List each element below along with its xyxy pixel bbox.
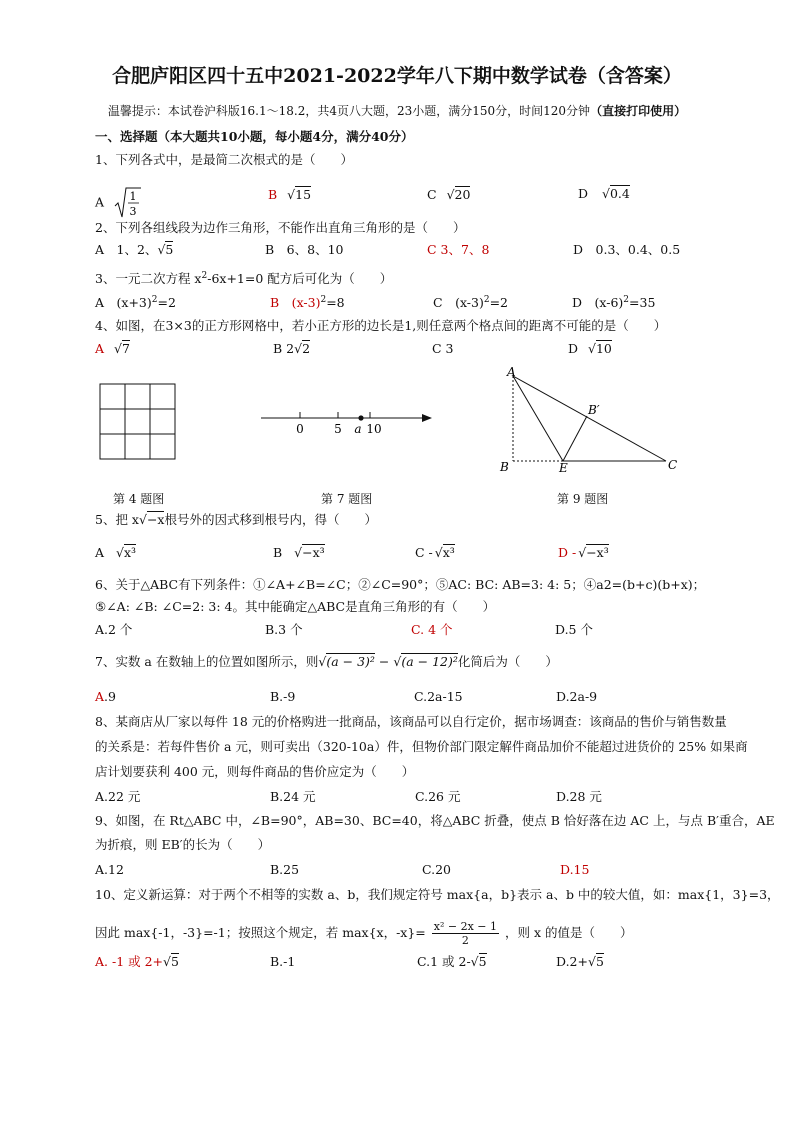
- q3-a-text: A (x+3): [95, 295, 152, 311]
- q4-option-a: A √7: [95, 341, 130, 356]
- q3-option-d: [572, 292, 655, 311]
- q4-d-letter: D: [568, 341, 579, 356]
- q3-a-post: =2: [157, 295, 176, 311]
- figure-caption-9: 第 9 题图: [557, 492, 609, 506]
- q1-a-letter: A: [95, 194, 105, 210]
- q3-b-post: =8: [326, 295, 345, 311]
- q2-stem: 2、下列各组线段为边作三角形，不能作出直角三角形的是（ ）: [95, 220, 466, 235]
- q10-line2-pre: 因此 max{-1，-3}=-1；按照这个规定，若 max{x，-x}=: [95, 925, 426, 940]
- q6-option-c: C. 4 个: [411, 622, 453, 637]
- q7-option-a: A.9: [95, 689, 116, 704]
- q5-option-c: C - √x³: [415, 545, 455, 560]
- q5-a-rad: x³: [123, 545, 137, 560]
- q10-option-c: C.1 或 2-√5: [417, 954, 487, 969]
- q5-c-text: C -: [415, 545, 433, 560]
- q9-option-b: B.25: [270, 862, 300, 877]
- q10-frac-num: x² − 2x − 1: [433, 920, 497, 933]
- q10-c-rad: 5: [478, 954, 487, 969]
- q10-line2-post: ，则 x 的值是（ ）: [504, 925, 633, 940]
- q3-c-text: C (x-3): [433, 295, 484, 311]
- q1-stem: 1、下列各式中，是最简二次根式的是（ ）: [95, 152, 353, 167]
- q1-c-rad: 20: [454, 187, 471, 202]
- q1-a-num: 1: [129, 190, 137, 203]
- number-line-figure: [258, 405, 438, 441]
- q7-stem-pre: 7、实数 a 在数轴上的位置如图所示，则: [95, 654, 319, 669]
- q8-line2: 的关系是：若每件售价 a 元，则可卖出（320-10a）件，但物价部门限定解件商品加价不能超过进货价的 25% 如果商: [95, 739, 748, 754]
- q10-a-rad: 5: [171, 954, 179, 969]
- section-heading: 一、选择题（本大题共10小题，每小题4分，满分40分）: [95, 129, 414, 144]
- q4-d-rad: 10: [595, 341, 612, 356]
- q3-d-text: D (x-6): [572, 295, 624, 311]
- q3-option-b: [270, 292, 345, 311]
- q2-a-rad: 5: [165, 242, 174, 257]
- q10-option-d: D.2+√5: [556, 954, 604, 969]
- tip-line: [0, 102, 794, 119]
- q5-stem: 5、把 x√−x根号外的因式移到根号内，得（ ）: [95, 512, 377, 527]
- q7-rad2: (a − 12)²: [401, 654, 458, 669]
- tri-label-a: A: [507, 365, 516, 379]
- q1-a-den: 3: [129, 205, 137, 218]
- q5-b-rad: −x³: [302, 545, 325, 560]
- q10-line2: [95, 920, 632, 947]
- q6-line1: 6、关于△ABC有下列条件：①∠A+∠B=∠C；②∠C=90°；⑤AC: BC: AB=3: 4: 5；④a2=(b+c)(b+x)；: [95, 577, 706, 592]
- q8-option-a: A.22 元: [95, 789, 141, 804]
- q10-option-b: B.-1: [270, 954, 296, 969]
- q10-fraction: [432, 920, 499, 947]
- q5-b-letter: B: [273, 545, 283, 560]
- q1-option-c: C √20: [427, 187, 471, 202]
- q2-a-text: A 1、2、: [95, 242, 158, 257]
- nl-label-10: 10: [366, 422, 382, 436]
- q10-a-text: A. -1 或 2+: [95, 954, 164, 969]
- q4-a-letter: A: [95, 341, 105, 356]
- q7-rad1: (a − 3)²: [326, 654, 375, 669]
- q2-option-a: A 1、2、√5: [95, 242, 174, 257]
- q9-option-a: A.12: [95, 862, 124, 877]
- nl-label-a: a: [354, 422, 362, 436]
- q7-option-c: C.2a-15: [414, 689, 463, 704]
- q7-minus: −: [378, 654, 390, 669]
- q5-d-text: D -: [558, 545, 577, 560]
- q5-stem-pre: 5、把 x: [95, 512, 139, 527]
- q3-stem: [95, 268, 392, 287]
- q3-c-sup: 2: [483, 295, 490, 305]
- figure-caption-4: 第 4 题图: [113, 492, 165, 506]
- q7-stem-post: 化简后为（ ）: [457, 654, 558, 669]
- q10-frac-den: 2: [461, 934, 469, 947]
- q8-line1: 8、某商店从厂家以每件 18 元的价格购进一批商品，该商品可以自行定价，据市场调查：该商品的售价与销售数量: [95, 714, 727, 729]
- q7-option-d: D.2a-9: [556, 689, 598, 704]
- q1-a-radical: [114, 186, 142, 220]
- tip-text: 温馨提示：本试卷沪科版16.1～18.2，共4页八大题，23小题，满分150分，时间120分钟: [107, 104, 591, 118]
- q1-b-letter: B: [268, 187, 278, 202]
- q4-option-b: B 2√2: [273, 341, 311, 356]
- q2-option-c: C 3、7、8: [427, 242, 490, 257]
- q5-option-d: D - √−x³: [558, 545, 609, 560]
- q7-option-b: B.-9: [270, 689, 296, 704]
- q5-option-a: A √x³: [95, 545, 137, 560]
- q9-option-d: D.15: [560, 862, 590, 877]
- tri-label-b-prime: B′: [588, 403, 600, 417]
- q10-d-text: D.2+: [556, 954, 588, 969]
- q8-line3: 店计划要获利 400 元，则每件商品的售价应定为（ ）: [95, 764, 415, 779]
- q9-line2: 为折痕，则 EB′的长为（ ）: [95, 837, 271, 852]
- q4-b-text: B 2: [273, 341, 295, 356]
- q4-option-d: D √10: [568, 341, 612, 356]
- q6-option-a: A.2 个: [95, 622, 133, 637]
- q3-b-text: B (x-3): [270, 295, 321, 311]
- q3-c-post: =2: [489, 295, 508, 311]
- q5-a-letter: A: [95, 545, 105, 560]
- q4-stem: 4、如图，在3×3的正方形网格中，若小正方形的边长是1,则任意两个格点间的距离不可能的是（ ）: [95, 318, 667, 333]
- tri-label-b: B: [500, 460, 509, 474]
- q8-option-d: D.28 元: [556, 789, 602, 804]
- nl-label-5: 5: [334, 422, 342, 436]
- q10-option-a: A. -1 或 2+√5: [95, 954, 179, 969]
- q10-c-text: C.1 或 2-: [417, 954, 471, 969]
- q3-a-sup: 2: [151, 295, 158, 305]
- q1-d-rad: 0.4: [609, 186, 630, 201]
- q2-option-d: D 0.3、0.4、0.5: [573, 242, 681, 257]
- q6-option-b: B.3 个: [265, 622, 303, 637]
- q1-option-a: [95, 186, 142, 220]
- q3-option-a: [95, 292, 176, 311]
- q6-option-d: D.5 个: [555, 622, 593, 637]
- nl-label-0: 0: [296, 422, 304, 436]
- q4-a-rad: 7: [121, 341, 130, 356]
- q4-option-c: C 3: [432, 341, 454, 356]
- q8-option-c: C.26 元: [415, 789, 461, 804]
- grid-figure: [98, 382, 178, 462]
- q3-d-sup: 2: [623, 295, 630, 305]
- q4-b-rad: 2: [302, 341, 311, 356]
- q7-stem: 7、实数 a 在数轴上的位置如图所示，则√(a − 3)² − √(a − 12)²化简后为（ ）: [95, 654, 558, 669]
- q3-option-c: [433, 292, 508, 311]
- q10-line1: 10、定义新运算：对于两个不相等的实数 a、b，我们规定符号 max{a，b}表示 a、b 中的较大值，如：max{1，3}=3，: [95, 887, 780, 902]
- q5-c-rad: x³: [442, 545, 455, 560]
- q5-d-rad: −x³: [586, 545, 609, 560]
- q9-line1: 9、如图，在 Rt△ABC 中，∠B=90°，AB=30、BC=40，将△ABC 折叠，使点 B 恰好落在边 AC 上，与点 B′重合，AE: [95, 813, 775, 828]
- q7-a-text: .9: [104, 689, 116, 704]
- q1-option-b: B √15: [268, 187, 312, 202]
- q3-stem-sup: 2: [201, 271, 208, 281]
- q1-c-letter: C: [427, 187, 437, 202]
- q3-d-post: =35: [629, 295, 656, 311]
- figure-caption-7: 第 7 题图: [321, 492, 373, 506]
- q9-option-c: C.20: [422, 862, 451, 877]
- triangle-figure: [496, 364, 686, 476]
- tri-label-c: C: [668, 458, 678, 472]
- q3-stem-pre: 3、一元二次方程 x: [95, 271, 202, 287]
- q3-b-sup: 2: [320, 295, 327, 305]
- q5-option-b: B √−x³: [273, 545, 325, 560]
- q5-stem-post: 根号外的因式移到根号内，得（ ）: [164, 512, 377, 527]
- q2-option-b: B 6、8、10: [265, 242, 344, 257]
- q10-d-rad: 5: [595, 954, 604, 969]
- q3-stem-post: -6x+1=0 配方后可化为（ ）: [207, 271, 393, 287]
- q1-d-letter: D: [578, 186, 589, 201]
- tri-label-e: E: [559, 461, 568, 475]
- q1-b-rad: 15: [295, 187, 312, 202]
- q1-option-d: D √0.4: [578, 186, 630, 201]
- q6-line2: ⑤∠A: ∠B: ∠C=2: 3: 4。其中能确定△ABC是直角三角形的有（ ）: [95, 599, 496, 614]
- q5-stem-rad: −x: [146, 512, 165, 527]
- tip-bold: （直接打印使用）: [590, 104, 687, 118]
- q8-option-b: B.24 元: [270, 789, 316, 804]
- page-title: 合肥庐阳区四十五中2021-2022学年八下期中数学试卷（含答案）: [112, 65, 682, 87]
